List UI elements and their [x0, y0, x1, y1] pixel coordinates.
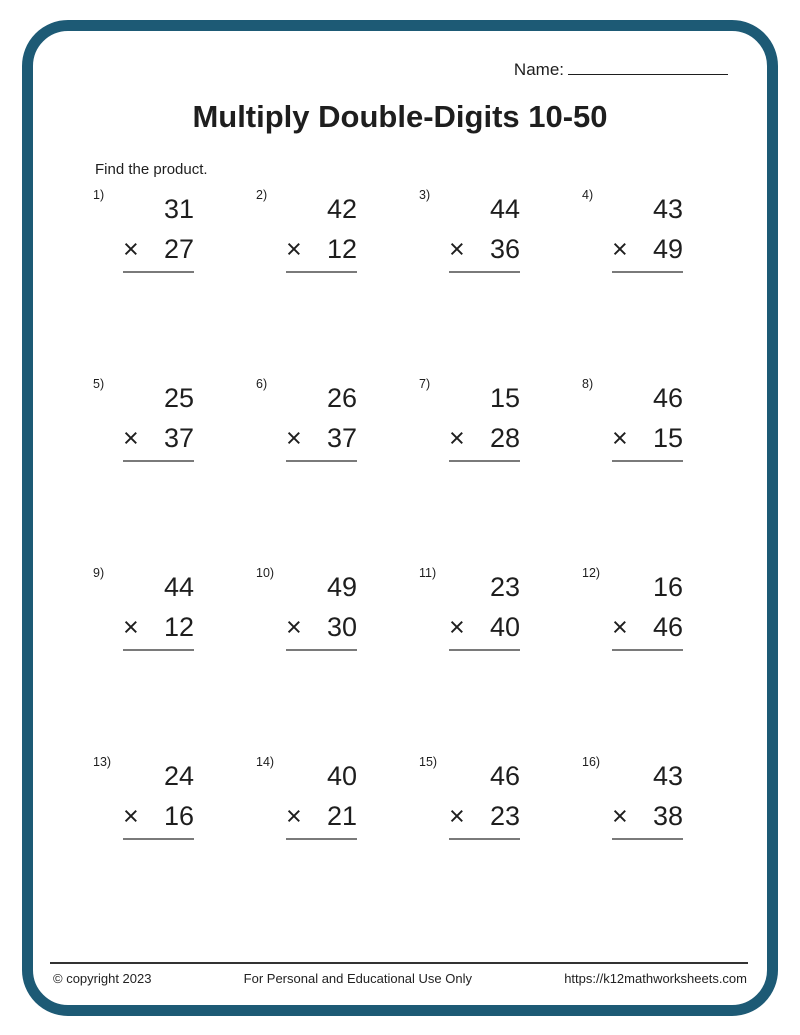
name-field-row: [514, 59, 728, 80]
page-title: Multiply Double-Digits 10-50: [192, 99, 608, 134]
problem-11: [419, 566, 582, 651]
answer-line: [612, 271, 683, 273]
answer-line: [123, 271, 194, 273]
problem-15: [419, 755, 582, 840]
multiply-sign: ×: [123, 234, 139, 264]
multiplicand: 26: [326, 383, 357, 413]
multiplier: 16: [163, 801, 194, 831]
multiply-sign: ×: [286, 801, 302, 831]
problem-14: [256, 755, 419, 840]
multiply-sign: ×: [123, 801, 139, 831]
problem-9: [93, 566, 256, 651]
multiplier: 49: [652, 234, 683, 264]
problem-8: [582, 377, 745, 462]
problem-body: [449, 189, 520, 273]
multiplicand: 42: [326, 194, 357, 224]
multiplier: 37: [326, 423, 357, 453]
multiply-sign: ×: [449, 423, 465, 453]
problem-number: 13): [93, 755, 112, 769]
multiply-sign: ×: [123, 612, 139, 642]
multiplicand: 43: [652, 194, 683, 224]
multiplicand: 46: [489, 761, 520, 791]
problem-number: 14): [256, 755, 275, 769]
problem-number: 10): [256, 566, 275, 580]
multiply-sign: ×: [612, 612, 628, 642]
answer-line: [123, 838, 194, 840]
multiply-sign: ×: [449, 612, 465, 642]
multiplicand: 43: [652, 761, 683, 791]
answer-line: [612, 838, 683, 840]
multiplicand: 46: [652, 383, 683, 413]
multiply-sign: ×: [449, 234, 465, 264]
multiplicand: 16: [652, 572, 683, 602]
multiply-sign: ×: [286, 234, 302, 264]
multiply-sign: ×: [449, 801, 465, 831]
problem-6: [256, 377, 419, 462]
answer-line: [286, 649, 357, 651]
problem-number: 4): [582, 188, 594, 202]
problem-body: [123, 189, 194, 273]
problem-body: [123, 756, 194, 840]
multiplicand: 44: [489, 194, 520, 224]
multiplicand: 31: [163, 194, 194, 224]
answer-line: [286, 838, 357, 840]
problems-grid: [93, 188, 745, 840]
multiply-sign: ×: [123, 423, 139, 453]
answer-line: [123, 460, 194, 462]
footer-copyright: © copyright 2023: [53, 971, 152, 986]
multiplicand: 23: [489, 572, 520, 602]
multiplier: 38: [652, 801, 683, 831]
multiplier: 12: [326, 234, 357, 264]
problem-10: [256, 566, 419, 651]
answer-line: [286, 460, 357, 462]
multiply-sign: ×: [286, 423, 302, 453]
problem-number: 5): [93, 377, 105, 391]
problem-body: [286, 756, 357, 840]
multiplier: 40: [489, 612, 520, 642]
problem-number: 2): [256, 188, 268, 202]
answer-line: [449, 460, 520, 462]
multiply-sign: ×: [612, 801, 628, 831]
problem-number: 3): [419, 188, 431, 202]
multiplier: 27: [163, 234, 194, 264]
problem-body: [612, 378, 683, 462]
footer-usage-note: For Personal and Educational Use Only: [243, 971, 473, 986]
multiplicand: 40: [326, 761, 357, 791]
problem-body: [123, 567, 194, 651]
problem-body: [612, 567, 683, 651]
multiply-sign: ×: [286, 612, 302, 642]
multiply-sign: ×: [612, 423, 628, 453]
instruction-text: Find the product.: [95, 161, 208, 178]
problem-3: [419, 188, 582, 273]
multiplier: 21: [326, 801, 357, 831]
multiplier: 37: [163, 423, 194, 453]
problem-number: 7): [419, 377, 431, 391]
multiplier: 23: [489, 801, 520, 831]
answer-line: [449, 838, 520, 840]
multiplier: 46: [652, 612, 683, 642]
problem-7: [419, 377, 582, 462]
multiplicand: 44: [163, 572, 194, 602]
problem-1: [93, 188, 256, 273]
problem-body: [286, 378, 357, 462]
problem-2: [256, 188, 419, 273]
problem-body: [449, 567, 520, 651]
problem-body: [612, 756, 683, 840]
answer-line: [286, 271, 357, 273]
multiplicand: 15: [489, 383, 520, 413]
problem-13: [93, 755, 256, 840]
footer: [53, 971, 747, 986]
problem-4: [582, 188, 745, 273]
footer-divider: [50, 962, 748, 964]
problem-number: 6): [256, 377, 268, 391]
problem-5: [93, 377, 256, 462]
problem-number: 1): [93, 188, 105, 202]
answer-line: [449, 649, 520, 651]
multiplier: 12: [163, 612, 194, 642]
multiply-sign: ×: [612, 234, 628, 264]
problem-number: 9): [93, 566, 105, 580]
multiplier: 36: [489, 234, 520, 264]
multiplicand: 25: [163, 383, 194, 413]
footer-url: https://k12mathworksheets.com: [564, 971, 747, 986]
problem-number: 15): [419, 755, 438, 769]
problem-12: [582, 566, 745, 651]
problem-16: [582, 755, 745, 840]
multiplier: 28: [489, 423, 520, 453]
answer-line: [612, 460, 683, 462]
answer-line: [612, 649, 683, 651]
name-label: Name:: [513, 60, 564, 79]
problem-body: [286, 567, 357, 651]
name-blank-line: [568, 59, 728, 75]
problem-body: [449, 756, 520, 840]
problem-body: [449, 378, 520, 462]
multiplicand: 24: [163, 761, 194, 791]
problem-body: [123, 378, 194, 462]
answer-line: [449, 271, 520, 273]
problem-body: [286, 189, 357, 273]
problem-number: 11): [419, 566, 437, 580]
problem-body: [612, 189, 683, 273]
multiplier: 30: [326, 612, 357, 642]
problem-number: 12): [582, 566, 601, 580]
problem-number: 8): [582, 377, 594, 391]
problem-number: 16): [582, 755, 601, 769]
multiplier: 15: [652, 423, 683, 453]
answer-line: [123, 649, 194, 651]
multiplicand: 49: [326, 572, 357, 602]
